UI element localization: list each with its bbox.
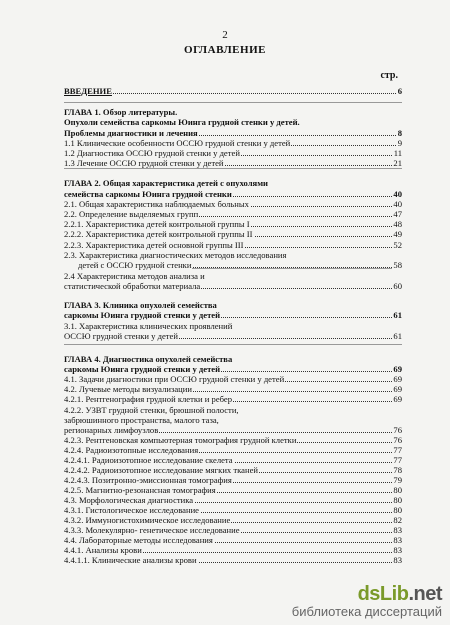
toc-entry xyxy=(64,128,402,138)
toc-entry xyxy=(64,107,402,117)
toc-entry-page: 47 xyxy=(393,209,402,219)
toc-entry-page: 69 xyxy=(393,384,402,394)
toc-entry-page: 80 xyxy=(393,485,402,495)
toc-entry-text: Опухоли семейства саркомы Юинга грудной стенки у детей. xyxy=(64,117,300,127)
toc-entry-text: 4.3.2. Иммуногистохимическое исследование xyxy=(64,515,231,525)
toc-entry-page: 60 xyxy=(393,281,402,291)
toc-entry-text: 3.1. Характеристика клинических проявлений xyxy=(64,321,233,331)
toc-entry xyxy=(64,209,402,219)
page-column-header: стр. xyxy=(380,70,398,81)
toc-entry-page: 76 xyxy=(393,425,402,435)
toc-entry xyxy=(64,485,402,495)
toc-entry-page: 83 xyxy=(393,535,402,545)
toc-entry-page: 77 xyxy=(393,455,402,465)
toc-entry-page: 69 xyxy=(393,394,402,404)
watermark-logo: dsLib.net xyxy=(357,583,442,605)
toc-entry-text: 4.3.3. Молекулярно- генетическое исследование xyxy=(64,525,240,535)
toc-entry xyxy=(64,394,402,404)
toc-entry-page: 79 xyxy=(393,475,402,485)
divider xyxy=(64,168,402,169)
toc-entry-page: 48 xyxy=(393,219,402,229)
toc-entry-text: Проблемы диагностики и лечения xyxy=(64,128,198,138)
toc-entry-text: 4.2.4.1. Радиоизотопное исследование скелета xyxy=(64,455,233,465)
toc-entry-text: 2.2.3. Характеристика детей основной группы III xyxy=(64,240,244,250)
toc-entry xyxy=(64,525,402,535)
toc-entry-page: 9 xyxy=(397,138,402,148)
toc-entry-page: 69 xyxy=(393,364,402,374)
toc-entry xyxy=(64,321,402,331)
toc-entry-page: 76 xyxy=(393,435,402,445)
toc-entry-text: 1.1 Клинические особенности ОССЮ грудной стенки у детей xyxy=(64,138,291,148)
toc-entry xyxy=(64,250,402,260)
toc-title: ОГЛАВЛЕНИЕ xyxy=(184,44,266,56)
toc-entry-page: 83 xyxy=(393,555,402,565)
toc-entry-text: 4.4.1.1. Клинические анализы крови xyxy=(64,555,197,565)
toc-entry xyxy=(64,158,402,168)
toc-entry-page: 80 xyxy=(393,505,402,515)
toc-intro xyxy=(64,86,402,96)
toc-entry-text: 4.4. Лабораторные методы исследования xyxy=(64,535,213,545)
divider xyxy=(64,344,402,345)
toc-entry-text: 4.2.2. УЗВТ грудной стенки, брюшной полости, xyxy=(64,405,239,415)
toc-entry-page: 21 xyxy=(393,158,402,168)
toc-entry xyxy=(64,189,402,199)
toc-entry-page: 52 xyxy=(393,240,402,250)
toc-entry-text: ГЛАВА 1. Обзор литературы. xyxy=(64,107,178,117)
toc-entry-page: 61 xyxy=(393,310,402,320)
toc-entry-page: 82 xyxy=(393,515,402,525)
toc-entry xyxy=(64,475,402,485)
toc-entry xyxy=(64,364,402,374)
toc-entry-text: статистической обработки материала xyxy=(64,281,201,291)
toc-entry-page: 58 xyxy=(393,260,402,270)
toc-entry xyxy=(64,515,402,525)
toc-entry-text: забрюшинного пространства, малого таза, xyxy=(64,415,219,425)
toc-entry-page: 11 xyxy=(393,148,402,158)
toc-entry-text: 4.4.1. Анализы крови xyxy=(64,545,142,555)
toc-entry-text: 4.1. Задачи диагностики при ОССЮ грудной стенки у детей xyxy=(64,374,285,384)
toc-intro-page: 6 xyxy=(397,86,402,96)
toc-entry xyxy=(64,374,402,384)
toc-intro-text: ВВЕДЕНИЕ xyxy=(64,86,112,96)
toc-entry-text: ОССЮ грудной стенки у детей xyxy=(64,331,178,341)
watermark xyxy=(292,583,442,619)
toc-entry xyxy=(64,271,402,281)
toc-entry xyxy=(64,138,402,148)
toc-entry xyxy=(64,455,402,465)
toc-entry xyxy=(64,555,402,565)
toc-entry-page: 69 xyxy=(393,374,402,384)
toc-entry xyxy=(64,117,402,127)
toc-entry-page: 61 xyxy=(393,331,402,341)
toc-entry-page: 80 xyxy=(393,495,402,505)
toc-entry-text: регионарных лимфоузлов xyxy=(64,425,159,435)
toc-entry-page: 40 xyxy=(393,189,402,199)
toc-entry-page: 40 xyxy=(393,199,402,209)
toc-entry xyxy=(64,465,402,475)
toc-entry-text: 4.2.4.2. Радиоизотопное исследование мягких тканей xyxy=(64,465,258,475)
toc-entry-text: 4.2.4. Радиоизотопные исследования xyxy=(64,445,199,455)
toc-entry xyxy=(64,535,402,545)
toc-entry-text: 4.2.1. Рентгенография грудной клетки и ребер xyxy=(64,394,233,404)
toc-entry xyxy=(64,384,402,394)
toc-entry-text: 4.2.5. Магнитно-резонансная томография xyxy=(64,485,216,495)
toc-entry xyxy=(64,310,402,320)
toc-entry xyxy=(64,405,402,415)
toc-entry xyxy=(64,240,402,250)
toc-entry-text: 4.2.3. Рентгеновская компьютерная томография грудной клетки xyxy=(64,435,297,445)
toc-entry-text: 4.2.4.3. Позитронно-эмиссионная томография xyxy=(64,475,232,485)
toc-entry-text: 4.3.1. Гистологическое исследование xyxy=(64,505,199,515)
toc-entry xyxy=(64,281,402,291)
toc-entry-text: саркомы Юинга грудной стенки у детей xyxy=(64,364,221,374)
toc-entry xyxy=(64,199,402,209)
toc-entry-text: детей с ОССЮ грудной стенки xyxy=(64,260,192,270)
toc-entry-text: ГЛАВА 4. Диагностика опухолей семейства xyxy=(64,354,233,364)
toc-entry-text: 2.2.2. Характеристика детей контрольной группы II xyxy=(64,229,253,239)
toc-entry xyxy=(64,545,402,555)
page-number: 2 xyxy=(222,29,228,41)
toc-entry-page: 83 xyxy=(393,545,402,555)
toc-entry-text: 2.2. Определение выделяемых групп xyxy=(64,209,199,219)
toc-entry xyxy=(64,300,402,310)
divider xyxy=(64,102,402,103)
toc-entry xyxy=(64,435,402,445)
toc-entry xyxy=(64,178,402,188)
toc-entry-page: 78 xyxy=(393,465,402,475)
toc-entry-text: ГЛАВА 2. Общая характеристика детей с опухолями xyxy=(64,178,269,188)
watermark-subtitle: библиотека диссертаций xyxy=(291,604,442,619)
toc-entry-page: 49 xyxy=(393,229,402,239)
toc-entry xyxy=(64,354,402,364)
toc-entry-text: 2.2.1. Характеристика детей контрольной группы I xyxy=(64,219,250,229)
toc-entry xyxy=(64,219,402,229)
toc-entry xyxy=(64,415,402,425)
toc-entry xyxy=(64,148,402,158)
toc-entry-text: 2.4 Характеристика методов анализа и xyxy=(64,271,205,281)
toc-entry-text: семейства саркомы Юинга грудной стенки xyxy=(64,189,232,199)
toc-entry-text: ГЛАВА 3. Клиника опухолей семейства xyxy=(64,300,217,310)
toc-entry xyxy=(64,505,402,515)
toc-entry xyxy=(64,331,402,341)
toc-entry xyxy=(64,495,402,505)
toc-entry-text: 4.2. Лучевые методы визуализации xyxy=(64,384,192,394)
toc-entry-text: 2.3. Характеристика диагностических методов исследования xyxy=(64,250,287,260)
toc-entry xyxy=(64,425,402,435)
toc-entry-page: 8 xyxy=(397,128,402,138)
toc-entry-text: 1.3 Лечение ОССЮ грудной стенки у детей xyxy=(64,158,224,168)
toc-entry xyxy=(64,229,402,239)
toc-entry-text: 2.1. Общая характеристика наблюдаемых больных xyxy=(64,199,249,209)
toc-entry-text: 4.3. Морфологическая диагностика xyxy=(64,495,194,505)
toc-entry-text: 1.2 Диагностика ОССЮ грудной стенки у детей xyxy=(64,148,240,158)
toc-entry-page: 77 xyxy=(393,445,402,455)
toc-entry-text: саркомы Юинга грудной стенки у детей xyxy=(64,310,221,320)
toc-entry xyxy=(64,445,402,455)
toc-entry-page: 83 xyxy=(393,525,402,535)
